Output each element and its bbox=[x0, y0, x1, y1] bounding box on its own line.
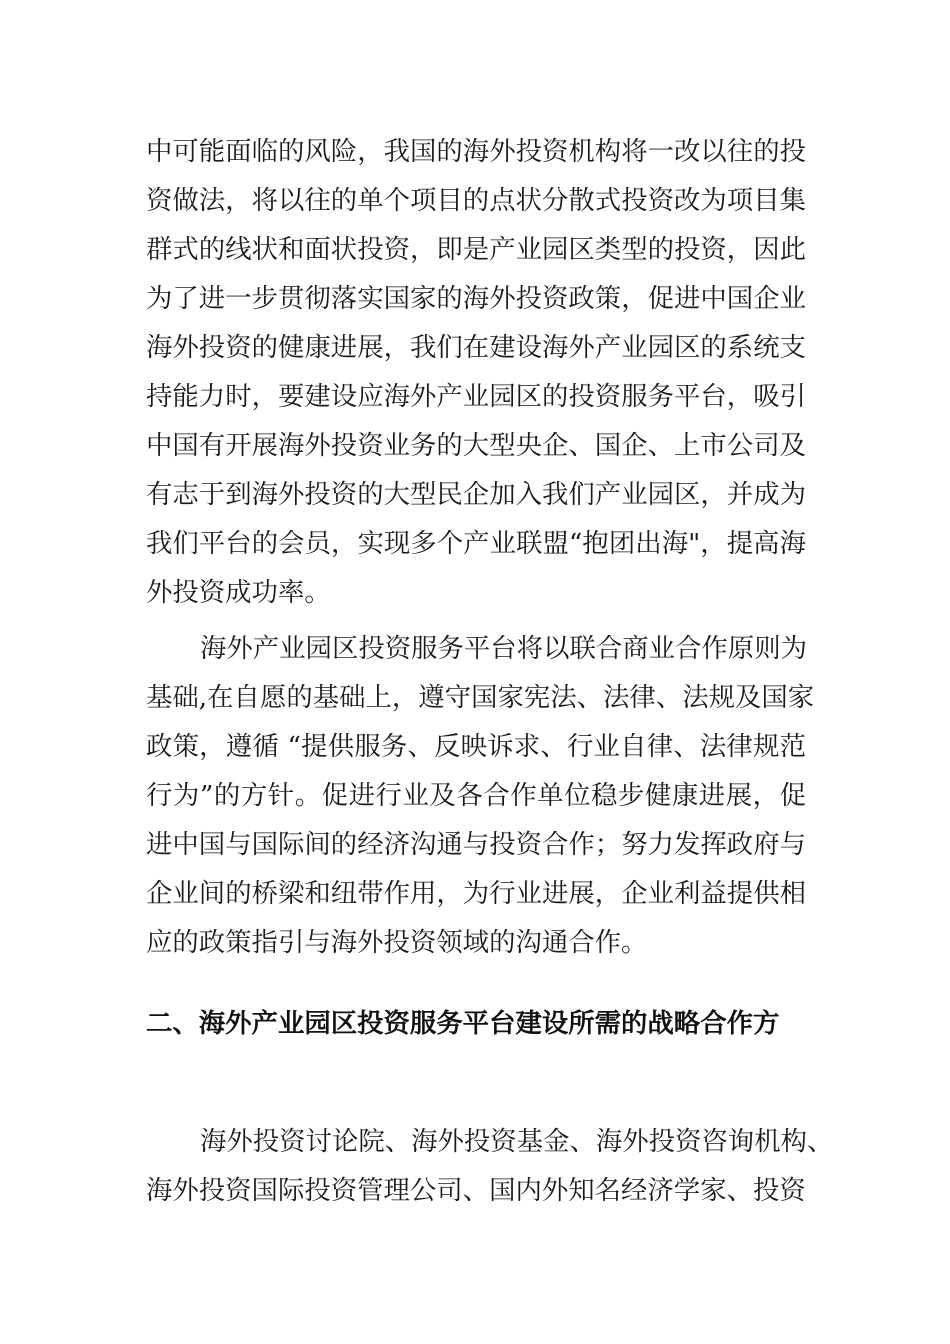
text-line: 中国有开展海外投资业务的大型央企、国企、上市公司及 bbox=[146, 430, 806, 461]
text-line: 我们平台的会员，实现多个产业联盟“抱团出海"，提高海 bbox=[146, 528, 806, 559]
text-line: 进中国与国际间的经济沟通与投资合作；努力发挥政府与 bbox=[146, 829, 806, 860]
text-line: 基础,在自愿的基础上，遵守国家宪法、法律、法规及国家 bbox=[146, 682, 815, 713]
text-line: 海外产业园区投资服务平台将以联合商业合作原则为 bbox=[200, 633, 807, 664]
text-line: 行为”的方针。促进行业及各合作单位稳步健康进展，促 bbox=[146, 780, 806, 811]
text-line: 海外投资的健康进展，我们在建设海外产业园区的系统支 bbox=[146, 332, 806, 363]
text-line: 海外投资讨论院、海外投资基金、海外投资咨询机构、 bbox=[200, 1126, 834, 1157]
text-line: 有志于到海外投资的大型民企加入我们产业园区，并成为 bbox=[146, 479, 806, 510]
section-heading: 二、海外产业园区投资服务平台建设所需的战略合作方 bbox=[146, 1008, 780, 1039]
text-line: 海外投资国际投资管理公司、国内外知名经济学家、投资 bbox=[146, 1175, 806, 1206]
text-line: 为了进一步贯彻落实国家的海外投资政策，促进中国企业 bbox=[146, 283, 806, 314]
text-line: 群式的线状和面状投资，即是产业园区类型的投资，因此 bbox=[146, 234, 806, 265]
text-line: 应的政策指引与海外投资领域的沟通合作。 bbox=[146, 927, 648, 958]
text-line: 外投资成功率。 bbox=[146, 577, 331, 608]
text-line: 持能力时，要建设应海外产业园区的投资服务平台，吸引 bbox=[146, 381, 806, 412]
text-line: 资做法，将以往的单个项目的点状分散式投资改为项目集 bbox=[146, 185, 806, 216]
text-line: 中可能面临的风险，我国的海外投资机构将一改以往的投 bbox=[146, 136, 806, 167]
text-line: 企业间的桥梁和纽带作用，为行业进展，企业利益提供相 bbox=[146, 878, 806, 909]
text-line: 政策，遵循 “提供服务、反映诉求、行业自律、法律规范 bbox=[146, 731, 806, 762]
